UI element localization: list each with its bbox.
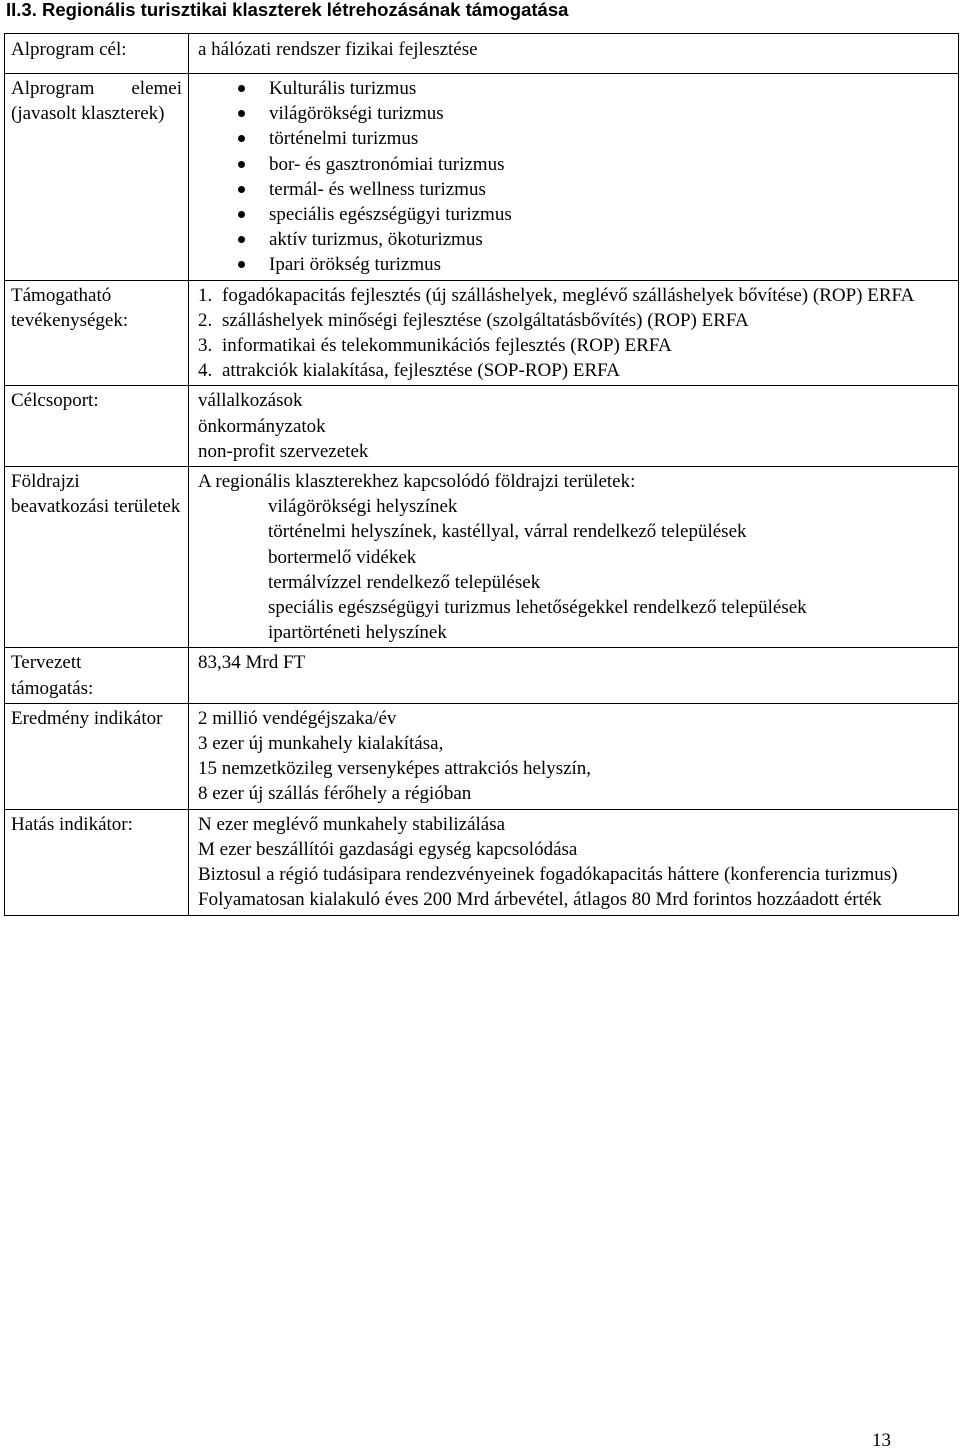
list-item: non-profit szervezetek [198, 440, 369, 462]
geo-label: Földrajzi beavatkozási területek [5, 467, 189, 648]
row-elements [5, 74, 959, 281]
list-item: M ezer beszállítói gazdasági egység kapcsolódása [198, 838, 578, 860]
result-value [189, 703, 959, 809]
item-text: szálláshelyek minőségi fejlesztése (szolgáltatásbővítés) (ROP) ERFA [222, 309, 749, 331]
item-text: informatikai és telekommunikációs fejlesztés (ROP) ERFA [222, 335, 672, 357]
item-text: fogadókapacitás fejlesztés (új szálláshelyek, meglévő szálláshelyek bővítése) (ROP) ERFA [222, 284, 915, 306]
target-label: Célcsoport: [5, 386, 189, 467]
list-item: speciális egészségügyi turizmus [269, 202, 952, 227]
list-item: Folyamatosan kialakuló éves 200 Mrd árbevétel, átlagos 80 Mrd forintos hozzáadott érték [198, 889, 882, 911]
list-item: ipartörténeti helyszínek [268, 622, 447, 644]
list-item: aktív turizmus, ökoturizmus [269, 227, 952, 252]
list-item: történelmi turizmus [269, 126, 952, 151]
list-item: világörökségi helyszínek [268, 496, 458, 518]
impact-label: Hatás indikátor: [5, 809, 189, 915]
cluster-list [198, 76, 952, 278]
target-value [189, 386, 959, 467]
list-item: termálvízzel rendelkező települések [268, 571, 541, 593]
list-item: 3 ezer új munkahely kialakítása, [198, 733, 444, 755]
list-item: bor- és gasztronómiai turizmus [269, 152, 952, 177]
support-amount: 83,34 Mrd FT [198, 652, 306, 674]
elements-value [189, 74, 959, 281]
goal-value: a hálózati rendszer fizikai fejlesztése [189, 34, 959, 74]
row-impact [5, 809, 959, 915]
row-target [5, 386, 959, 467]
activities-value [189, 280, 959, 386]
list-item: 2 millió vendégéjszaka/év [198, 707, 397, 729]
geo-intro: A regionális klaszterekhez kapcsolódó földrajzi területek: [198, 471, 636, 493]
item-number: 4. [198, 360, 213, 382]
list-item [198, 283, 952, 308]
item-number: 1. [198, 284, 213, 306]
list-item: N ezer meglévő munkahely stabilizálása [198, 813, 506, 835]
list-item: világörökségi turizmus [269, 101, 952, 126]
item-number: 3. [198, 335, 213, 357]
list-item: történelmi helyszínek, kastéllyal, várral rendelkező települések [268, 521, 747, 543]
result-label: Eredmény indikátor [5, 703, 189, 809]
list-item [198, 333, 952, 358]
section-title: II.3. Regionális turisztikai klaszterek létrehozásának támogatása [6, 0, 569, 20]
page-number: 13 [872, 1430, 891, 1451]
support-label [5, 648, 189, 703]
activity-list [198, 283, 952, 384]
list-item: önkormányzatok [198, 415, 326, 437]
elements-label: Alprogram elemei (javasolt klaszterek) [5, 74, 189, 281]
activities-label: Támogatható tevékenységek: [5, 280, 189, 386]
list-item: bortermelő vidékek [268, 546, 417, 568]
row-geo [5, 467, 959, 648]
program-table [4, 33, 959, 916]
row-support [5, 648, 959, 703]
spacer [198, 676, 952, 701]
geo-value [189, 467, 959, 648]
support-label-line: Tervezett [11, 652, 82, 674]
list-item: Biztosul a régió tudásipara rendezvényeinek fogadókapacitás háttere (konferencia turizmus) [198, 864, 898, 886]
row-goal [5, 34, 959, 74]
goal-label: Alprogram cél: [5, 34, 189, 74]
list-item: speciális egészségügyi turizmus lehetőségekkel rendelkező települések [268, 597, 807, 619]
list-item: 8 ezer új szállás férőhely a régióban [198, 783, 472, 805]
list-item [198, 358, 952, 383]
list-item [198, 308, 952, 333]
support-value [189, 648, 959, 703]
list-item: termál- és wellness turizmus [269, 177, 952, 202]
list-item: vállalkozások [198, 390, 303, 412]
list-item: 15 nemzetközileg versenyképes attrakciós helyszín, [198, 758, 592, 780]
row-activities [5, 280, 959, 386]
list-item: Kulturális turizmus [269, 76, 952, 101]
item-text: attrakciók kialakítása, fejlesztése (SOP-ROP) ERFA [222, 360, 621, 382]
support-label-line: támogatás: [11, 677, 94, 699]
row-result [5, 703, 959, 809]
list-item: Ipari örökség turizmus [269, 252, 952, 277]
impact-value [189, 809, 959, 915]
item-number: 2. [198, 309, 213, 331]
